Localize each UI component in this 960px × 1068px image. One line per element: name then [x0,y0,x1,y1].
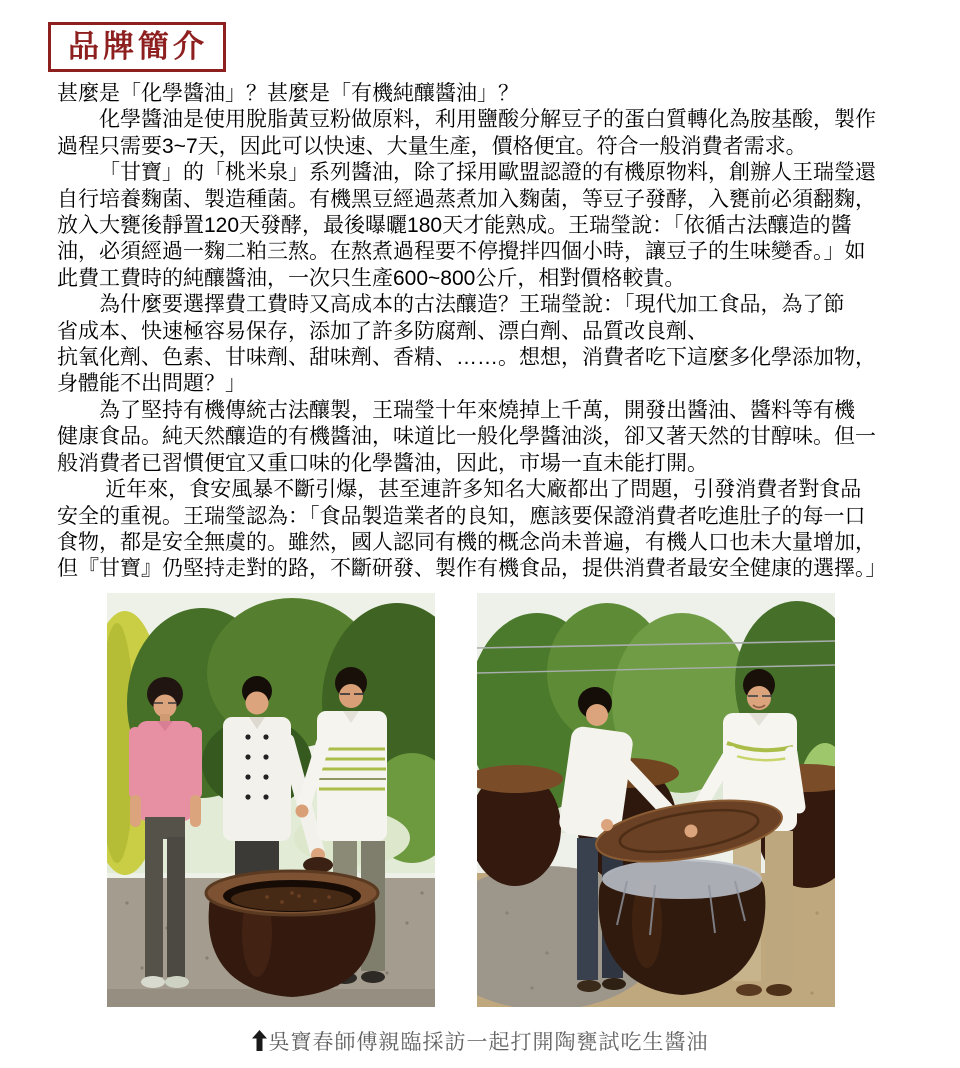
text-line: 抗氧化劑、色素、甘味劑、甜味劑、香精、……。想想，消費者吃下這麼多化學添加物， [57,346,876,370]
photo-right [477,593,835,1007]
text-line: 但『甘寶』仍堅持走對的路，不斷研發、製作有機食品，提供消費者最安全健康的選擇。」 [57,557,887,581]
page-title: 品牌簡介 [68,29,208,64]
photo-caption [0,1026,960,1057]
up-arrow-icon [252,1030,267,1057]
text-line: 「甘寶」的「桃米泉」系列醬油，除了採用歐盟認證的有機原物料，創辦人王瑞瑩還 [99,161,876,185]
text-line: 過程只需要3~7天，因此可以快速、大量生產，價格便宜。符合一般消費者需求。 [57,134,807,158]
text-line: 自行培養麴菌、製造種菌。有機黑豆經過蒸煮加入麴菌，等豆子發酵，入甕前必須翻麴， [57,187,876,211]
caption-text: 吳寶春師傅親臨採訪一起打開陶甕試吃生醬油 [268,1031,709,1054]
text-line: 甚麼是「化學醬油」？甚麼是「有機純釀醬油」？ [57,82,519,105]
text-line: 為了堅持有機傳統古法釀製，王瑞瑩十年來燒掉上千萬，開發出醬油、醬料等有機 [99,398,855,422]
text-line: 身體能不出問題？」 [57,372,246,396]
text-line: 近年來，食安風暴不斷引爆，甚至連許多知名大廠都出了問題，引發消費者對食品 [105,478,862,502]
photo-row [0,593,960,1007]
brand-title-box [48,22,226,72]
text-line: 油，必須經過一麴二粕三熬。在熬煮過程要不停攪拌四個小時，讓豆子的生味變香。」如 [57,240,866,264]
text-line: 化學醬油是使用脫脂黃豆粉做原料，利用鹽酸分解豆子的蛋白質轉化為胺基酸，製作 [99,108,876,132]
text-line: 放入大甕後靜置120天發酵，最後曝曬180天才能熟成。王瑞瑩說：「依循古法釀造的醬 [57,214,852,238]
photo-left [107,593,435,1007]
photo-left-illustration [107,593,435,1007]
text-line: 食物，都是安全無虞的。雖然，國人認同有機的概念尚未普遍，有機人口也未大量增加， [57,530,876,554]
text-line: 為什麼要選擇費工費時又高成本的古法釀造？王瑞瑩說：「現代加工食品，為了節 [99,293,845,317]
photo-right-illustration [477,593,835,1007]
text-line: 健康食品。純天然釀造的有機醬油，味道比一般化學醬油淡，卻又著天然的甘醇味。但一 [57,425,876,449]
text-line: 省成本、快速極容易保存，添加了許多防腐劑、漂白劑、品質改良劑、 [57,319,708,343]
article [57,81,907,583]
text-line: 安全的重視。王瑞瑩認為：「食品製造業者的良知，應該要保證消費者吃進肚子的每一口 [57,504,866,528]
text-line: 此費工費時的純釀醬油，一次只生產600~800公斤，相對價格較貴。 [57,266,686,290]
text-line: 般消費者已習慣便宜又重口味的化學醬油，因此，市場一直未能打開。 [57,451,708,475]
